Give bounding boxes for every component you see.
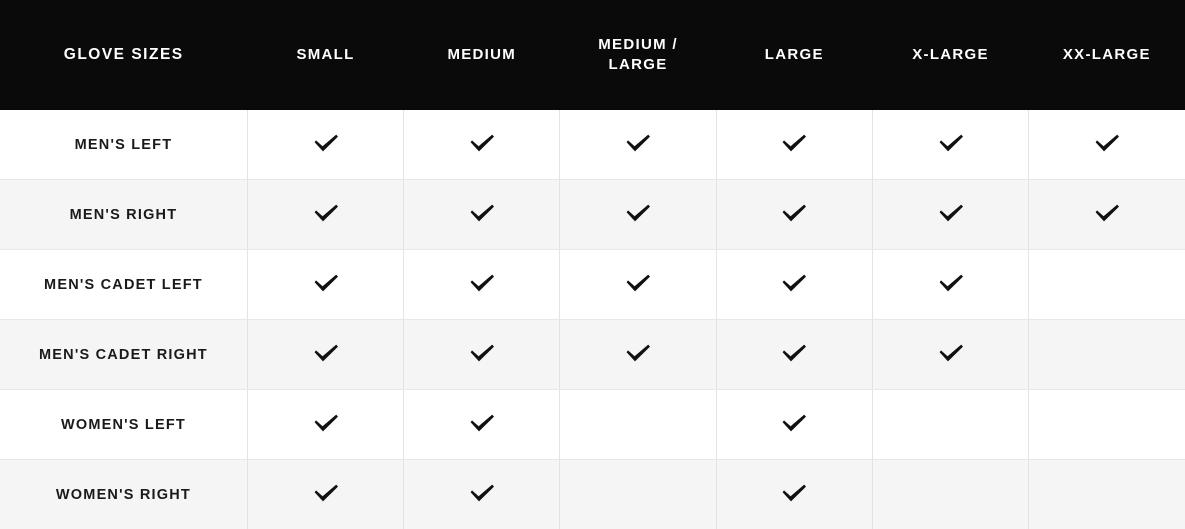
check-mark-icon [467,478,497,508]
cell-available [247,250,403,320]
cell-empty [1029,320,1185,390]
header-cell-glove-sizes: GLOVE SIZES [0,0,247,110]
header-cell-medium-large-line2: LARGE [609,56,668,73]
row-label: MEN'S LEFT [0,110,247,180]
header-cell-medium-large [560,0,716,110]
empty-placeholder [560,390,715,459]
empty-placeholder [560,460,715,529]
row-label: MEN'S CADET LEFT [0,250,247,320]
check-mark-icon [779,198,809,228]
check-mark-icon [311,478,341,508]
check-mark-icon [311,198,341,228]
check-mark-icon [311,128,341,158]
cell-available [247,320,403,390]
check-mark-icon [623,268,653,298]
cell-available [872,250,1028,320]
check-mark-icon [467,128,497,158]
cell-available [404,110,560,180]
check-mark-icon [623,338,653,368]
cell-available [560,250,716,320]
check-mark-icon [779,268,809,298]
cell-available [247,390,403,460]
cell-available [1029,110,1185,180]
empty-placeholder [1029,460,1185,529]
check-mark-icon [779,128,809,158]
cell-empty [872,390,1028,460]
check-mark-icon [779,478,809,508]
empty-placeholder [1029,390,1185,459]
cell-empty [560,460,716,529]
table-row [0,180,1185,250]
check-mark-icon [623,128,653,158]
cell-available [247,110,403,180]
cell-available [716,110,872,180]
cell-available [872,320,1028,390]
check-mark-icon [936,268,966,298]
check-mark-icon [1092,128,1122,158]
check-mark-icon [936,128,966,158]
cell-available [404,390,560,460]
check-mark-icon [467,268,497,298]
row-label: MEN'S CADET RIGHT [0,320,247,390]
cell-available [247,180,403,250]
row-label: WOMEN'S LEFT [0,390,247,460]
cell-available [716,250,872,320]
table-row [0,390,1185,460]
check-mark-icon [779,408,809,438]
cell-available [872,180,1028,250]
empty-placeholder [873,390,1028,459]
table-row [0,110,1185,180]
header-cell-xx-large: XX-LARGE [1029,0,1185,110]
cell-empty [1029,460,1185,529]
header-row [0,0,1185,110]
check-mark-icon [1092,198,1122,228]
cell-available [247,460,403,529]
empty-placeholder [1029,250,1185,319]
empty-placeholder [873,460,1028,529]
table-row [0,320,1185,390]
cell-available [404,180,560,250]
cell-empty [872,460,1028,529]
check-mark-icon [936,198,966,228]
check-mark-icon [779,338,809,368]
check-mark-icon [623,198,653,228]
cell-available [560,180,716,250]
table-header [0,0,1185,110]
check-mark-icon [311,408,341,438]
check-mark-icon [311,338,341,368]
row-label: MEN'S RIGHT [0,180,247,250]
table-row [0,460,1185,529]
cell-available [716,390,872,460]
cell-available [716,180,872,250]
cell-empty [1029,390,1185,460]
header-cell-medium-large-line1: MEDIUM / [598,36,678,53]
cell-available [560,320,716,390]
header-cell-large: LARGE [716,0,872,110]
cell-available [404,320,560,390]
cell-available [716,460,872,529]
header-cell-x-large: X-LARGE [872,0,1028,110]
check-mark-icon [311,268,341,298]
cell-empty [1029,250,1185,320]
check-mark-icon [936,338,966,368]
table-body [0,110,1185,529]
empty-placeholder [1029,320,1185,389]
cell-available [1029,180,1185,250]
cell-available [872,110,1028,180]
cell-empty [560,390,716,460]
table-row [0,250,1185,320]
check-mark-icon [467,338,497,368]
check-mark-icon [467,198,497,228]
header-cell-medium: MEDIUM [404,0,560,110]
cell-available [404,460,560,529]
header-cell-small: SMALL [247,0,403,110]
check-mark-icon [467,408,497,438]
cell-available [404,250,560,320]
cell-available [716,320,872,390]
cell-available [560,110,716,180]
row-label: WOMEN'S RIGHT [0,460,247,529]
